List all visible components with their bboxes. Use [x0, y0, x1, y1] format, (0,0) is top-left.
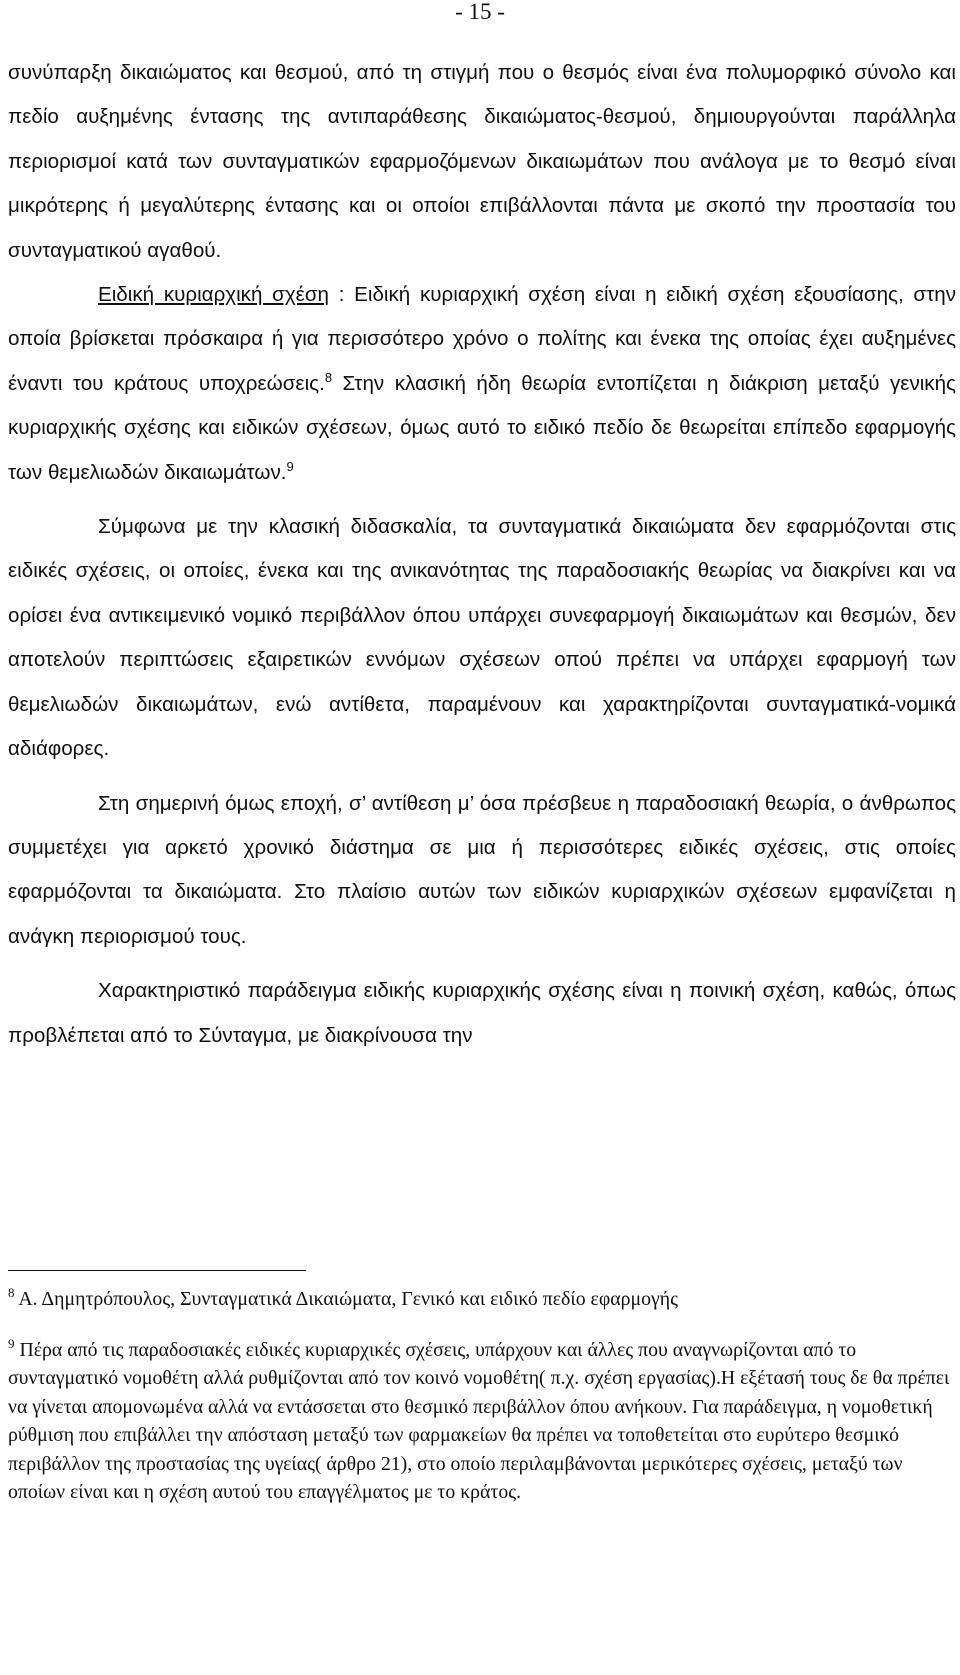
- paragraph-penal-example: Χαρακτηριστικό παράδειγμα ειδικής κυριαρχικής σχέσης είναι η ποινική σχέση, καθώς, όπως προβλέπεται από το Σύνταγμα, με διακρίνουσα την: [8, 979, 956, 1047]
- term-heading: Ειδική κυριαρχική σχέση: [98, 283, 329, 307]
- paragraph-text: Στην κλασική ήδη θεωρία εντοπίζεται η διάκριση μεταξύ γενικής κυριαρχικής σχέσης και ειδικών σχέσεων, όμως αυτό το ειδικό πεδίο δε θεωρείται επίπεδο εφαρμογής των θεμελιωδών δικαιωμάτων.: [8, 371, 956, 484]
- footnote-ref-8[interactable]: 8: [324, 369, 333, 385]
- footnote-divider: [8, 1270, 306, 1271]
- paragraph-text: : Ειδική κυριαρχική σχέση είναι η ειδική σχέση εξουσίασης, στην οποία βρίσκεται πρόσκαιρα ή για περισσότερο χρόνο ο πολίτης και ένεκα της οποίας έχει αυξημένες έναντι του κράτους υποχρεώσεις.: [8, 283, 956, 395]
- body-text: [8, 51, 956, 1058]
- paragraph-classical-theory: Σύμφωνα με την κλασική διδασκαλία, τα συνταγματικά δικαιώματα δεν εφαρμόζονται στις ειδικές σχέσεις, οι οποίες, ένεκα και της ανικανότητας της παραδοσιακής θεωρίας να διακρίνει και να ορίσει ένα αντικειμενικό νομικό περιβάλλον όπου υπάρχει συνεφαρμογή δικαιωμάτων και θεσμών, δεν αποτελούν περιπτώσεις εξαιρετικών εννόμων σχέσεων οπού πρέπει να υπάρχει εφαρμογή των θεμελιωδών δικαιωμάτων, ενώ αντίθετα, παραμένουν και χαρακτηρίζονται συνταγματικά-νομικά αδιάφορες.: [8, 515, 956, 761]
- paragraph-continuation: συνύπαρξη δικαιώματος και θεσμού, από τη στιγμή που ο θεσμός είναι ένα πολυμορφικό σύνολο και πεδίο αυξημένης έντασης της αντιπαράθεσης δικαιώματος-θεσμού, δημιουργούνται παράλληλα περιορισμοί κατά των συνταγματικών εφαρμοζόμενων δικαιωμάτων που ανάλογα με το θεσμό είναι μικρότερης ή μεγαλύτερης έντασης και οι οποίοι επιβάλλονται πάντα με σκοπό την προστασία του συνταγματικού αγαθού.: [8, 61, 956, 262]
- footnote-marker: 9: [8, 1335, 15, 1351]
- page-number: - 15 -: [455, 0, 505, 24]
- paragraph-special-relation: [8, 273, 956, 495]
- footnote-8: [8, 1285, 956, 1314]
- footnote-marker: 8: [8, 1285, 15, 1300]
- footnotes: [8, 1285, 956, 1507]
- footnote-9: [8, 1336, 956, 1507]
- footnote-text: Α. Δημητρόπουλος, Συνταγματικά Δικαιώματα, Γενικό και ειδικό πεδίο εφαρμογής: [14, 1288, 678, 1310]
- paragraph-modern-era: Στη σημερινή όμως εποχή, σ’ αντίθεση μ’ όσα πρέσβευε η παραδοσιακή θεωρία, ο άνθρωπος συμμετέχει για αρκετό χρονικό διάστημα σε μια ή περισσότερες ειδικές σχέσεις, στις οποίες εφαρμόζονται τα δικαιώματα. Στο πλαίσιο αυτών των ειδικών κυριαρχικών σχέσεων εμφανίζεται η ανάγκη περιορισμού τους.: [8, 791, 956, 948]
- footnote-text: Πέρα από τις παραδοσιακές ειδικές κυριαρχικές σχέσεις, υπάρχουν και άλλες που αναγνωρίζονται από το συνταγματικό νομοθέτη αλλά ρυθμίζονται από τον κοινό νομοθέτη( π.χ. σχέση εργασίας).Η εξέτασή τους δε θα πρέπει να γίνεται απομονωμένα αλλά να εντάσσεται στο θεσμικό περιβάλλον όπου ανήκουν. Για παράδειγμα, η νομοθετική ρύθμιση που επιβάλλει την απόσταση μεταξύ των φαρμακείων θα πρέπει να τοποθετείται στο ευρύτερο θεσμικό περιβάλλον της προστασίας της υγείας( άρθρο 21), στο οποίο περιλαμβάνονται μερικότερες σχέσεις, μεταξύ των οποίων είναι και η σχέση αυτού του επαγγέλματος με το κράτος.: [8, 1338, 950, 1503]
- footnote-ref-9[interactable]: 9: [286, 458, 294, 474]
